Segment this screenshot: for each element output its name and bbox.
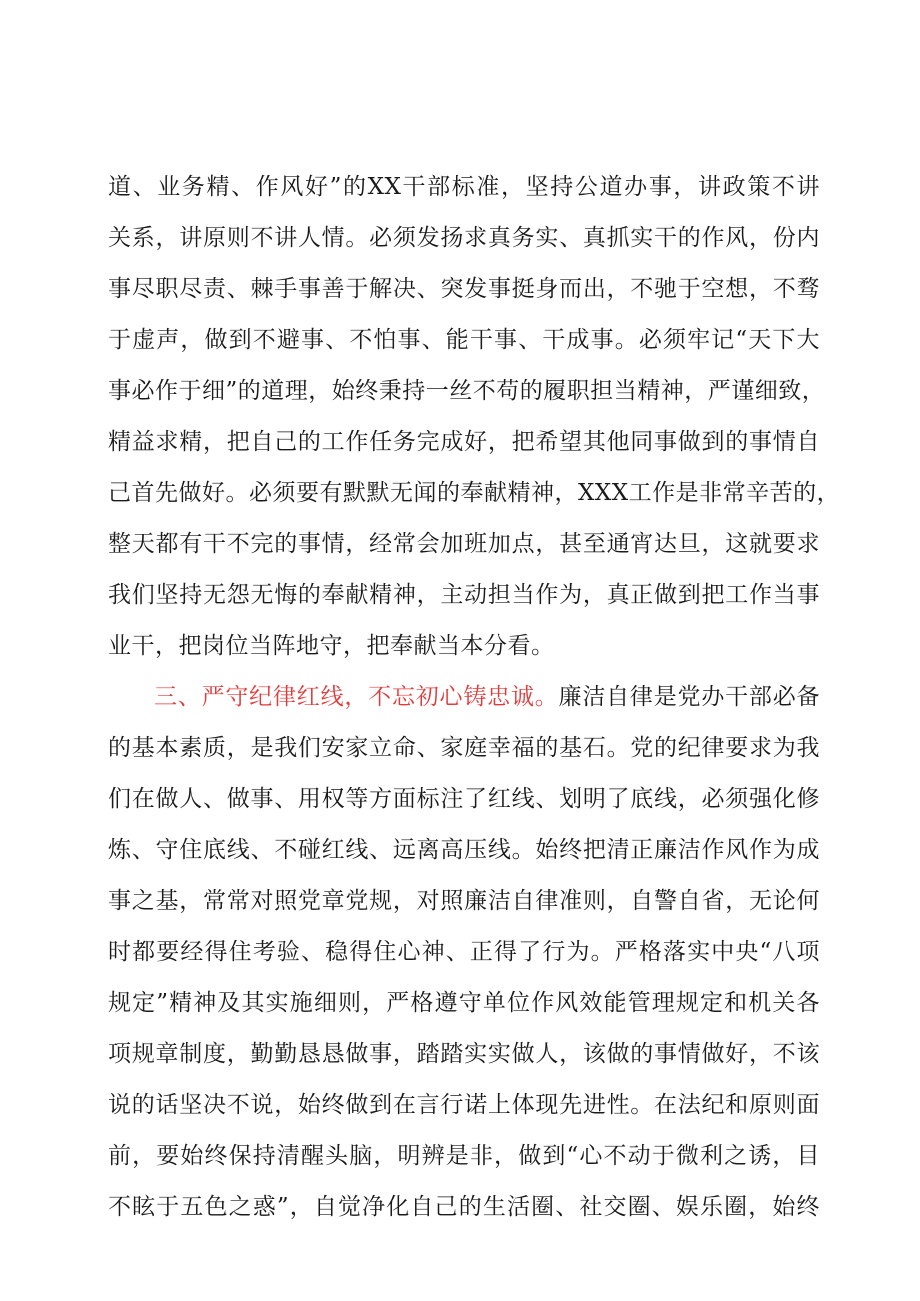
paragraph-line: 我们坚持无怨无悔的奉献精神，主动担当作为，真正做到把工作当事	[108, 582, 820, 608]
paragraph-line: 项规章制度，勤勤恳恳做事，踏踏实实做人，该做的事情做好，不该	[108, 1041, 820, 1067]
paragraph-line: 炼、守住底线、不碰红线、远离高压线。始终把清正廉洁作风作为成	[108, 837, 820, 863]
paragraph-line: 事尽职尽责、棘手事善于解决、突发事挺身而出，不驰于空想，不骛	[108, 276, 820, 302]
document-body	[108, 162, 841, 1233]
paragraph-2	[108, 672, 820, 1233]
paragraph-line: 前，要始终保持清醒头脑，明辨是非，做到“心不动于微利之诱，目	[108, 1143, 820, 1169]
paragraph-line: 规定”精神及其实施细则，严格遵守单位作风效能管理规定和机关各	[108, 990, 820, 1016]
paragraph-line: 事之基，常常对照党章党规，对照廉洁自律准则，自警自省，无论何	[108, 888, 820, 914]
paragraph-line: 事必作于细”的道理，始终秉持一丝不苟的履职担当精神，严谨细致，	[108, 378, 826, 404]
section-heading: 三、严守纪律红线，不忘初心铸忠诚。	[154, 684, 559, 710]
paragraph-line: 说的话坚决不说，始终做到在言行诺上体现先进性。在法纪和原则面	[108, 1092, 820, 1118]
paragraph-line: 道、业务精、作风好”的XX干部标准，坚持公道办事，讲政策不讲	[108, 174, 820, 200]
paragraph-line: 的基本素质，是我们安家立命、家庭幸福的基石。党的纪律要求为我	[108, 735, 820, 761]
paragraph-line: 整天都有干不完的事情，经常会加班加点，甚至通宵达旦，这就要求	[108, 531, 820, 557]
paragraph-line: 不眩于五色之惑”，自觉净化自己的生活圈、社交圈、娱乐圈，始终	[108, 1194, 820, 1220]
paragraph-first-line	[108, 672, 820, 723]
paragraph-line: 精益求精，把自己的工作任务完成好，把希望其他同事做到的事情自	[108, 429, 820, 455]
paragraph-line: 时都要经得住考验、稳得住心神、正得了行为。严格落实中央“八项	[108, 939, 820, 965]
paragraph-line: 己首先做好。必须要有默默无闻的奉献精神，XXX工作是非常辛苦的，	[108, 480, 841, 506]
paragraph-line: 们在做人、做事、用权等方面标注了红线、划明了底线，必须强化修	[108, 786, 820, 812]
paragraph-line: 业干，把岗位当阵地守，把奉献当本分看。	[108, 633, 555, 659]
paragraph-line: 于虚声，做到不避事、不怕事、能干事、干成事。必须牢记“天下大	[108, 327, 820, 353]
paragraph-line: 关系，讲原则不讲人情。必须发扬求真务实、真抓实干的作风，份内	[108, 225, 820, 251]
paragraph-1	[108, 162, 841, 672]
paragraph-line-rest: 廉洁自律是党办干部必备	[558, 684, 821, 710]
